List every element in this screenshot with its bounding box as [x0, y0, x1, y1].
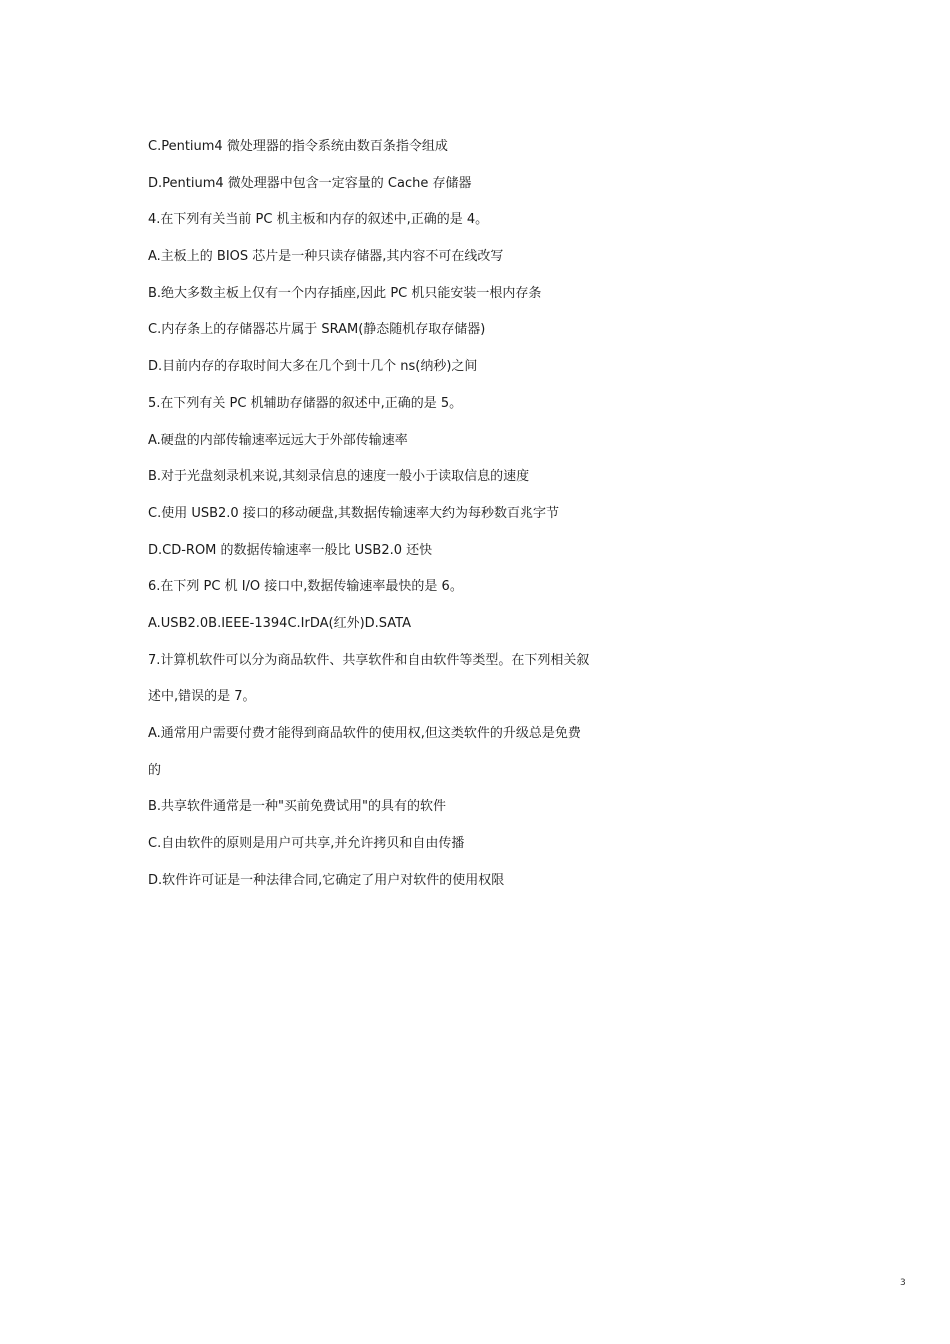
- page-number: 3: [900, 1278, 906, 1288]
- question-4-option-d: D.目前内存的存取时间大多在几个到十几个 ns(纳秒)之间: [148, 359, 478, 375]
- question-6-options: A.USB2.0B.IEEE-1394C.IrDA(红外)D.SATA: [148, 615, 412, 631]
- question-5-option-d: D.CD-ROM 的数据传输速率一般比 USB2.0 还快: [148, 542, 433, 558]
- question-4-option-a: A.主板上的 BIOS 芯片是一种只读存储器,其内容不可在线改写: [148, 249, 504, 265]
- question-5-option-b: B.对于光盘刻录机来说,其刻录信息的速度一般小于读取信息的速度: [148, 469, 530, 485]
- question-7-option-c: C.自由软件的原则是用户可共享,并允许拷贝和自由传播: [148, 836, 465, 852]
- question-6: 6.在下列 PC 机 I/O 接口中,数据传输速率最快的是 6。: [148, 579, 463, 595]
- question-4-option-c: C.内存条上的存储器芯片属于 SRAM(静态随机存取存储器): [148, 322, 486, 338]
- question-7-option-a-continued: 的: [148, 762, 162, 778]
- question-7-option-a: A.通常用户需要付费才能得到商品软件的使用权,但这类软件的升级总是免费: [148, 726, 581, 741]
- question-5-option-c: C.使用 USB2.0 接口的移动硬盘,其数据传输速率大约为每秒数百兆字节: [148, 505, 559, 521]
- option-c-pentium4-instruction-set: C.Pentium4 微处理器的指令系统由数百条指令组成: [148, 139, 448, 154]
- question-5: 5.在下列有关 PC 机辅助存储器的叙述中,正确的是 5。: [148, 395, 463, 411]
- question-4-option-b: B.绝大多数主板上仅有一个内存插座,因此 PC 机只能安装一根内存条: [148, 285, 542, 301]
- document-body: [148, 129, 648, 899]
- question-7-option-d: D.软件许可证是一种法律合同,它确定了用户对软件的使用权限: [148, 872, 505, 888]
- question-5-option-a: A.硬盘的内部传输速率远远大于外部传输速率: [148, 432, 408, 448]
- question-4: 4.在下列有关当前 PC 机主板和内存的叙述中,正确的是 4。: [148, 212, 489, 228]
- option-d-pentium4-cache: D.Pentium4 微处理器中包含一定容量的 Cache 存储器: [148, 175, 472, 191]
- question-7: 7.计算机软件可以分为商品软件、共享软件和自由软件等类型。在下列相关叙: [148, 652, 590, 668]
- question-7-option-b: B.共享软件通常是一种"买前免费试用"的具有的软件: [148, 799, 447, 815]
- question-7-continued: 述中,错误的是 7。: [148, 689, 256, 705]
